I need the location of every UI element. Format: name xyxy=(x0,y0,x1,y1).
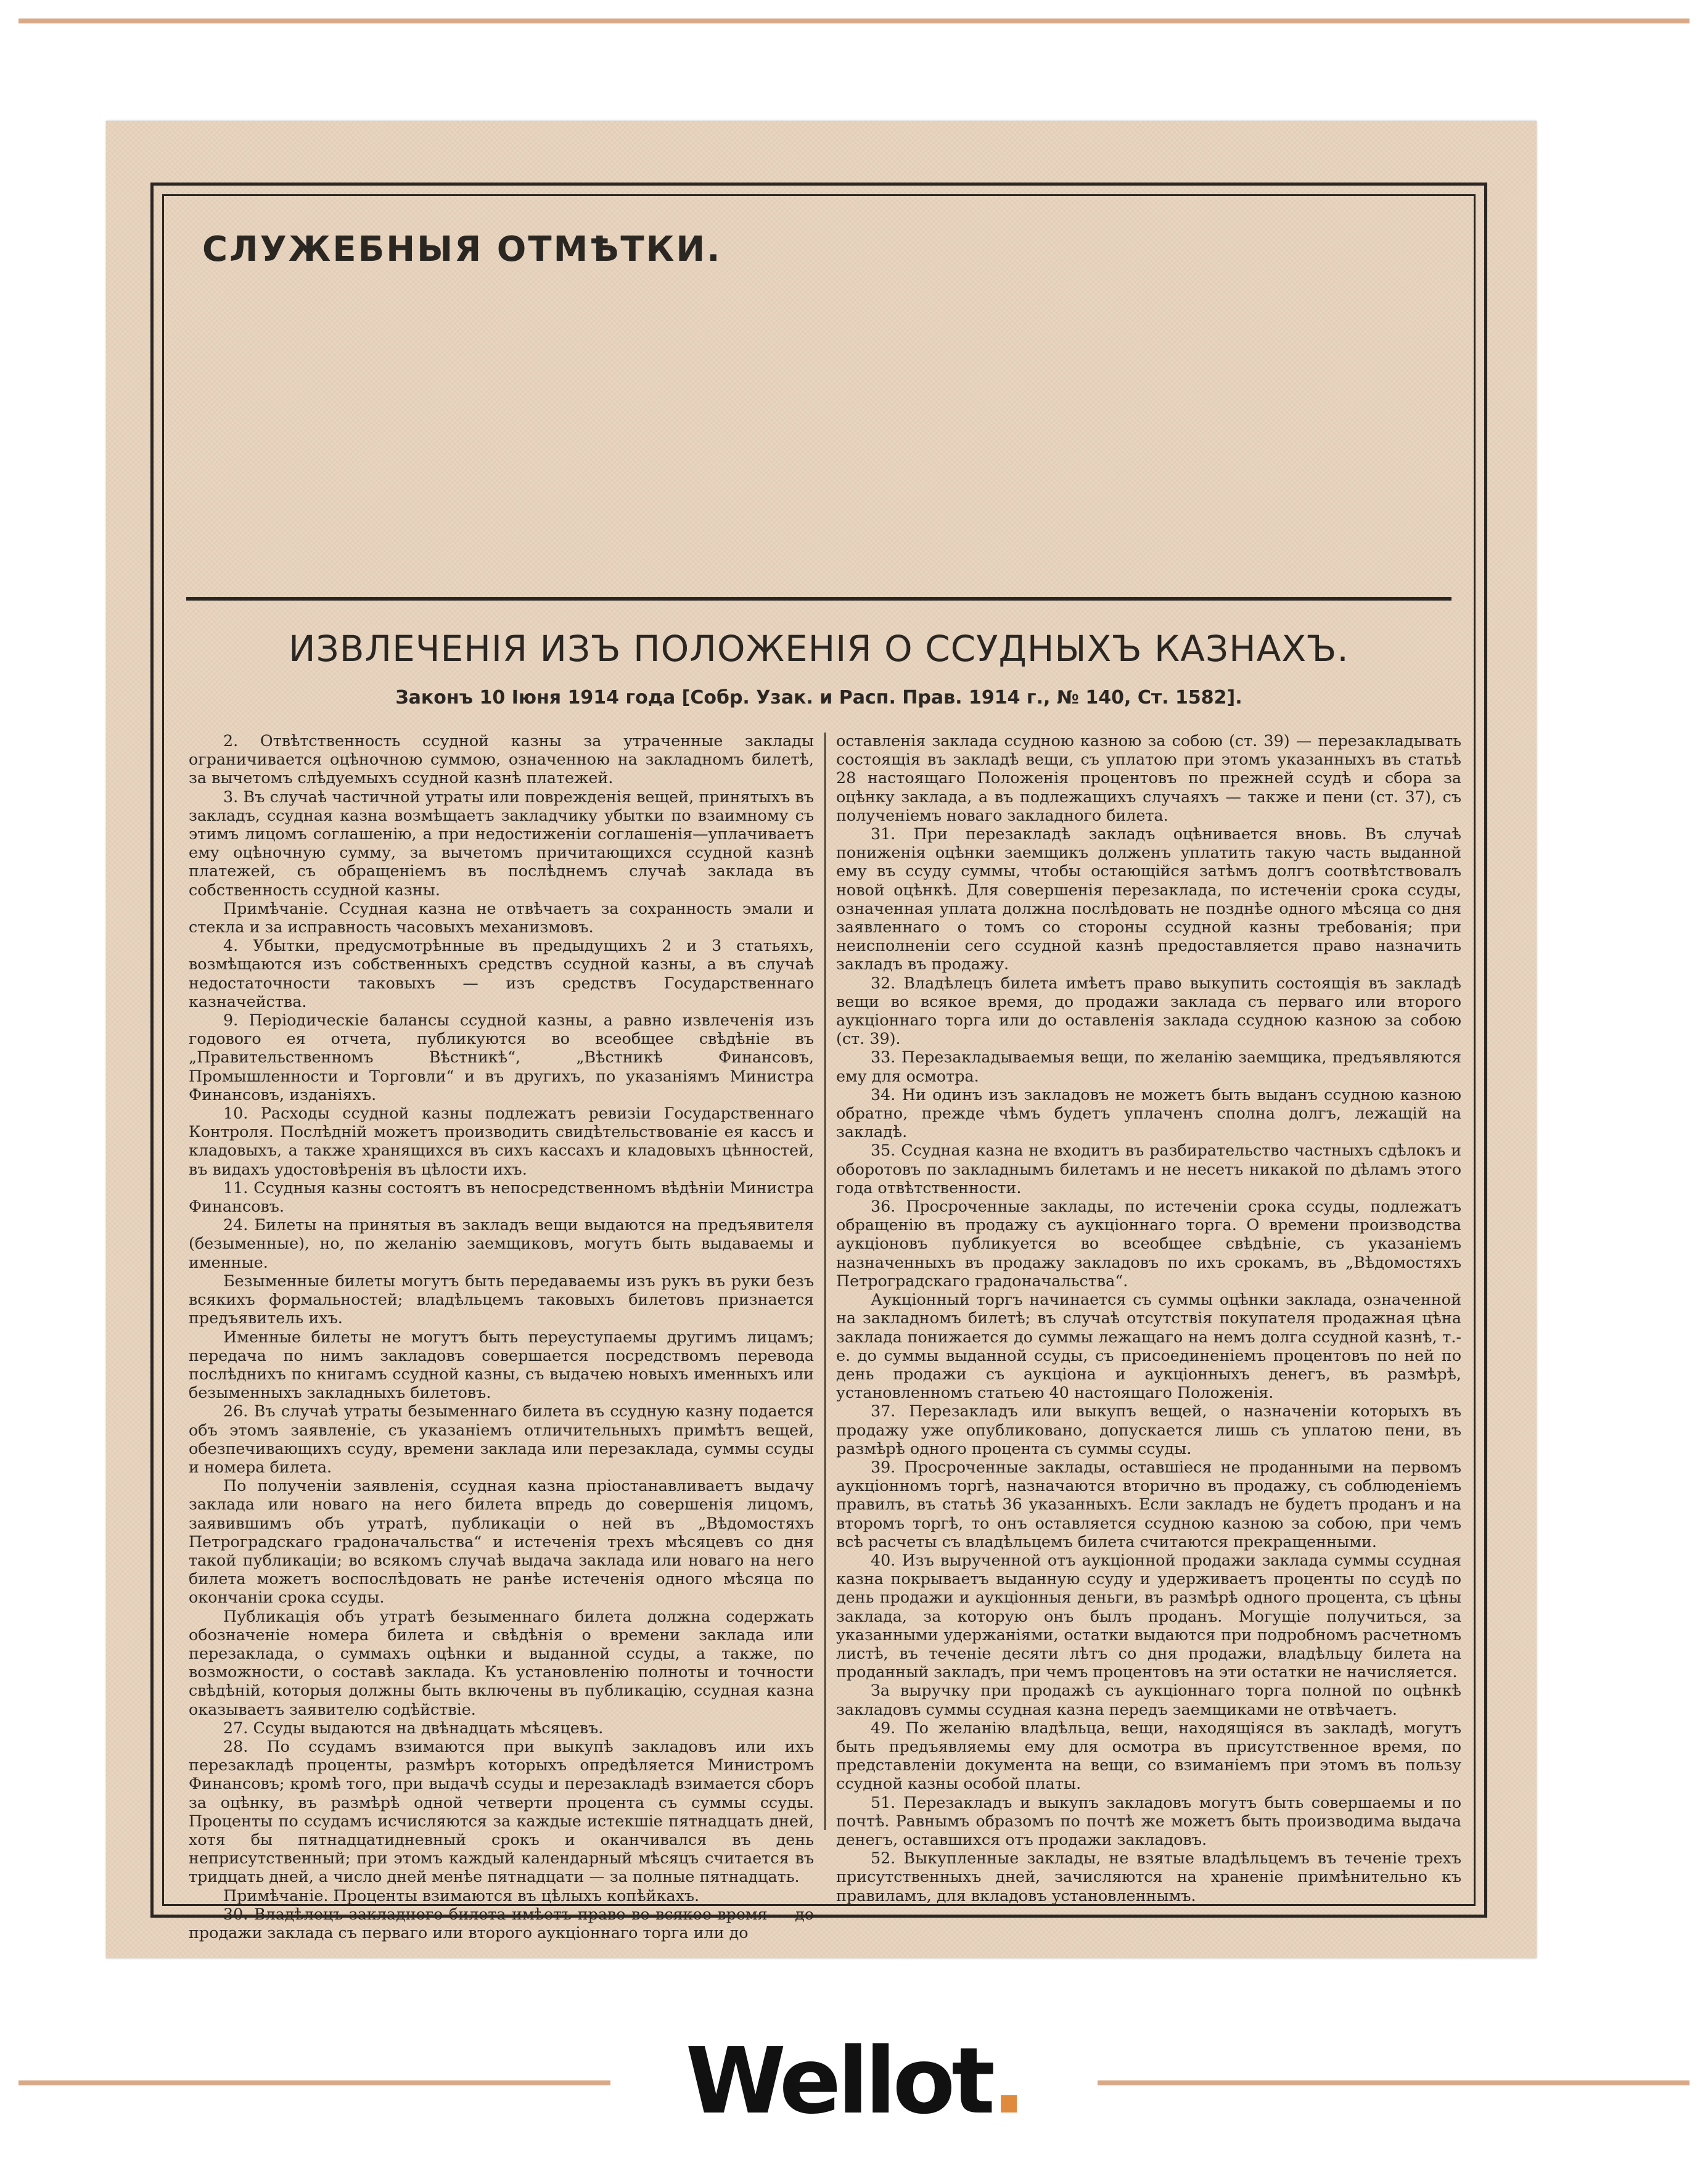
document-frame xyxy=(150,183,1487,1942)
brand-logo[interactable] xyxy=(647,2028,1061,2134)
top-decorative-rule xyxy=(18,18,1690,23)
column-divider xyxy=(824,733,826,1830)
paragraph: 9. Періодическіе балансы ссудной казны, а равно извлеченія изъ годового ея отчета, публикуются во всеобщее свѣдѣніе въ „Правительственномъ Вѣстникѣ“, „Вѣстникѣ Финансовъ, Промышленности и Торговли“ и въ другихъ, по указаніямъ Министра Финансовъ, изданіяхъ. xyxy=(189,1011,814,1104)
left-text-column xyxy=(189,731,814,1942)
paragraph: 40. Изъ вырученной отъ аукціонной продажи заклада суммы ссудная казна покрываетъ выданную ссуду и удерживаетъ проценты по ссудѣ по день продажи и аукціонныя деньги, въ размѣрѣ одного процента, съ цѣны заклада, за которую онъ былъ проданъ. Могущіе получиться, за указанными удержаніями, остатки выдаются при подробномъ расчетномъ листѣ, въ теченіе десяти лѣтъ со дня продажи, владѣльцу билета на проданный закладъ, при чемъ процентовъ на эти остатки не начисляется. xyxy=(836,1550,1461,1681)
bottom-right-rule xyxy=(1098,2080,1690,2085)
paragraph: 28. По ссудамъ взимаются при выкупѣ закладовъ или ихъ перезакладѣ проценты, размѣръ которыхъ опредѣляется Министромъ Финансовъ; кромѣ того, при выдачѣ ссуды и перезакладѣ взимается сборъ за оцѣнку, въ размѣрѣ одной четверти процента съ суммы ссуды. Проценты по ссудамъ исчисляются за каждые истекшіе пятнадцать дней, хотя бы пятнадцатидневный срокъ и оканчивался въ день неприсутственный; при этомъ каждый календарный мѣсяцъ считается въ тридцать дней, а число дней менѣе пятнадцати — за полные пятнадцать. xyxy=(189,1736,814,1886)
paragraph: 2. Отвѣтственность ссудной казны за утраченные заклады ограничивается оцѣночною суммою, означенною на закладномъ билетѣ, за вычетомъ слѣдуемыхъ ссудной казнѣ платежей. xyxy=(189,731,814,787)
paragraph: 36. Просроченные заклады, по истеченіи срока ссуды, подлежатъ обращенію въ продажу съ аукціоннаго торга. О времени производства аукціоновъ публикуется во всеобщее свѣдѣніе, съ указаніемъ назначенныхъ въ продажу закладовъ по ихъ срокамъ, въ „Вѣдомостяхъ Петроградскаго градоначальства“. xyxy=(836,1197,1461,1290)
paragraph: 24. Билеты на принятыя въ закладъ вещи выдаются на предъявителя (безыменные), но, по желанію заемщиковъ, могутъ быть выдаваемы и именные. xyxy=(189,1215,814,1271)
paragraph: 32. Владѣлецъ билета имѣетъ право выкупить состоящія въ закладѣ вещи во всякое время, до продажи заклада съ перваго или второго аукціоннаго торга или до оставленія заклада ссудною казною за собою (ст. 39). xyxy=(836,973,1461,1048)
paragraph: 35. Ссудная казна не входитъ въ разбирательство частныхъ сдѣлокъ и оборотовъ по закладнымъ билетамъ и не несетъ никакой по дѣламъ этого года отвѣтственности. xyxy=(836,1141,1461,1197)
brand-dot: . xyxy=(992,2028,1023,2134)
paragraph: Публикація объ утратѣ безыменнаго билета должна содержать обозначеніе номера билета и свѣдѣнія о времени заклада или перезаклада, о суммахъ оцѣнки и выданной ссуды, а также, по возможности, о составѣ заклада. Къ установленію полноты и точности свѣдѣній, которыя должны быть включены въ публикацію, ссудная казна оказываетъ заявителю содѣйствіе. xyxy=(189,1606,814,1718)
paragraph: Безыменные билеты могутъ быть передаваемы изъ рукъ въ руки безъ всякихъ формальностей; владѣльцемъ таковыхъ билетовъ признается предъявитель ихъ. xyxy=(189,1271,814,1328)
paragraph: 49. По желанію владѣльца, вещи, находящіяся въ закладѣ, могутъ быть предъявляемы ему для осмотра въ присутственное время, по представленіи документа на вещи, со взиманіемъ при этомъ въ пользу ссудной казны особой платы. xyxy=(836,1718,1461,1793)
paragraph: По полученіи заявленія, ссудная казна пріостанавливаетъ выдачу заклада или новаго на него билета впредь до совершенія лицомъ, заявившимъ объ утратѣ, публикаціи о ней въ „Вѣдомостяхъ Петроградскаго градоначальства“ и истеченія трехъ мѣсяцевъ со дня такой публикаціи; во всякомъ случаѣ выдача заклада или новаго на него билета можетъ воспослѣдовать не ранѣе истеченія одного мѣсяца по окончаніи срока ссуды. xyxy=(189,1476,814,1607)
section-divider xyxy=(186,597,1451,601)
extract-title: ИЗВЛЕЧЕНІЯ ИЗЪ ПОЛОЖЕНІЯ О ССУДНЫХЪ КАЗНАХЪ. xyxy=(289,628,1349,670)
paragraph: 11. Ссудныя казны состоятъ въ непосредственномъ вѣдѣніи Министра Финансовъ. xyxy=(189,1178,814,1216)
paragraph: оставленія заклада ссудною казною за собою (ст. 39) — перезакладывать состоящія въ закладѣ вещи, съ уплатою при этомъ указанныхъ въ статьѣ 28 настоящаго Положенія процентовъ по прежней ссудѣ и сбора за оцѣнку заклада, а въ подлежащихъ случаяхъ — также и пени (ст. 37), съ полученіемъ новаго закладного билета. xyxy=(836,731,1461,824)
paragraph: Примѣчаніе. Ссудная казна не отвѣчаетъ за сохранность эмали и стекла и за исправность часовыхъ механизмовъ. xyxy=(189,898,814,937)
paragraph: Именные билеты не могутъ быть переуступаемы другимъ лицамъ; передача по нимъ закладовъ совершается посредствомъ перевода послѣднихъ по книгамъ ссудной казны, съ выдачею новыхъ именныхъ или безыменныхъ закладныхъ билетовъ. xyxy=(189,1327,814,1402)
document-inner-frame xyxy=(162,194,1476,1942)
paragraph: 39. Просроченные заклады, оставшіеся не проданными на первомъ аукціонномъ торгѣ, назначаются вторично въ продажу, съ соблюденіемъ правилъ, въ статьѣ 36 указанныхъ. Если закладъ не будетъ проданъ и на второмъ торгѣ, то онъ оставляется ссудною казною за собою, при чемъ всѣ расчеты съ владѣльцемъ билета считаются прекращенными. xyxy=(836,1457,1461,1551)
paragraph: 27. Ссуды выдаются на двѣнадцать мѣсяцевъ. xyxy=(223,1718,604,1737)
document-sheet xyxy=(106,121,1537,1958)
paragraph: 34. Ни одинъ изъ закладовъ не можетъ быть выданъ ссудною казною обратно, прежде чѣмъ будетъ уплаченъ сполна долгъ, лежащій на закладѣ. xyxy=(836,1085,1461,1141)
paragraph: 51. Перезакладъ и выкупъ закладовъ могутъ быть совершаемы и по почтѣ. Равнымъ образомъ по почтѣ же можетъ быть производима выдача денегъ, оставшихся отъ продажи закладовъ. xyxy=(836,1792,1461,1849)
paragraph: 37. Перезакладъ или выкупъ вещей, о назначеніи которыхъ въ продажу уже опубликовано, допускается лишь съ уплатою пени, въ размѣрѣ одного процента съ суммы ссуды. xyxy=(836,1402,1461,1458)
bottom-left-rule xyxy=(18,2080,610,2085)
paragraph: Аукціонный торгъ начинается съ суммы оцѣнки заклада, означенной на закладномъ билетѣ; въ случаѣ отсутствія покупателя продажная цѣна заклада понижается до суммы лежащаго на немъ долга ссудной казнѣ, т.-е. до суммы выданной ссуды, съ присоединеніемъ процентовъ по ней по день продажи съ аукціона и аукціонныхъ денегъ, въ размѣрѣ, установленномъ статьею 40 настоящаго Положенія. xyxy=(836,1290,1461,1402)
paragraph: 30. Владѣлецъ закладного билета имѣетъ право во всякое время — до продажи заклада съ перваго или второго аукціоннаго торга или до xyxy=(189,1904,814,1942)
paragraph: Примѣчаніе. Проценты взимаются въ цѣлыхъ копѣйкахъ. xyxy=(223,1886,700,1905)
law-citation: Законъ 10 Іюня 1914 года [Собр. Узак. и Расп. Прав. 1914 г., № 140, Ст. 1582]. xyxy=(395,687,1242,708)
official-marks-title: СЛУЖЕБНЫЯ ОТМѢТКИ. xyxy=(202,229,722,269)
paragraph: 33. Перезакладываемыя вещи, по желанію заемщика, предъявляются ему для осмотра. xyxy=(836,1048,1461,1085)
right-text-column xyxy=(836,731,1461,1905)
paragraph: 3. Въ случаѣ частичной утраты или поврежденія вещей, принятыхъ въ закладъ, ссудная казна возмѣщаетъ закладчику убытки по взаимному съ этимъ лицомъ соглашенію, а при недостиженіи соглашенія—уплачиваетъ ему оцѣночную сумму, за вычетомъ причитающихся ссудной казнѣ платежей, съ обращеніемъ въ послѣднемъ случаѣ заклада въ собственность ссудной казны. xyxy=(189,787,814,899)
paragraph: 4. Убытки, предусмотрѣнные въ предыдущихъ 2 и 3 статьяхъ, возмѣщаются изъ собственныхъ средствъ ссудной казны, а въ случаѣ недостаточности таковыхъ — изъ средствъ Государственнаго казначейства. xyxy=(189,936,814,1011)
paragraph: 31. При перезакладѣ закладъ оцѣнивается вновь. Въ случаѣ пониженія оцѣнки заемщикъ долженъ уплатить такую часть выданной ему въ ссуду суммы, чтобы остающійся затѣмъ долгъ соотвѣтствовалъ новой оцѣнкѣ. Для совершенія перезаклада, по истеченіи срока ссуды, означенная уплата должна послѣдовать не позднѣе одного мѣсяца со дня заявленнаго о томъ со стороны ссудной казны требованія; при неисполненіи сего ссудной казнѣ предоставляется право назначить закладъ въ продажу. xyxy=(836,824,1461,974)
paragraph: За выручку при продажѣ съ аукціоннаго торга полной по оцѣнкѣ закладовъ суммы ссудная казна передъ заемщиками не отвѣчаетъ. xyxy=(836,1681,1461,1718)
paragraph: 52. Выкупленные заклады, не взятые владѣльцемъ въ теченіе трехъ присутственныхъ дней, зачисляются на храненіе примѣнительно къ правиламъ, для вкладовъ установленнымъ. xyxy=(836,1849,1461,1905)
paragraph: 26. Въ случаѣ утраты безыменнаго билета въ ссудную казну подается объ этомъ заявленіе, съ указаніемъ отличительныхъ примѣтъ вещей, обезпечивающихъ ссуду, времени заклада или перезаклада, суммы ссуды и номера билета. xyxy=(189,1402,814,1476)
paragraph: 10. Расходы ссудной казны подлежатъ ревизіи Государственнаго Контроля. Послѣдній можетъ производить свидѣтельствованіе ея кассъ и кладовыхъ, а также хранящихся въ сихъ кассахъ и кладовыхъ цѣнностей, въ видахъ удостовѣренія въ цѣлости ихъ. xyxy=(189,1104,814,1178)
brand-name: Wellot xyxy=(685,2028,992,2134)
